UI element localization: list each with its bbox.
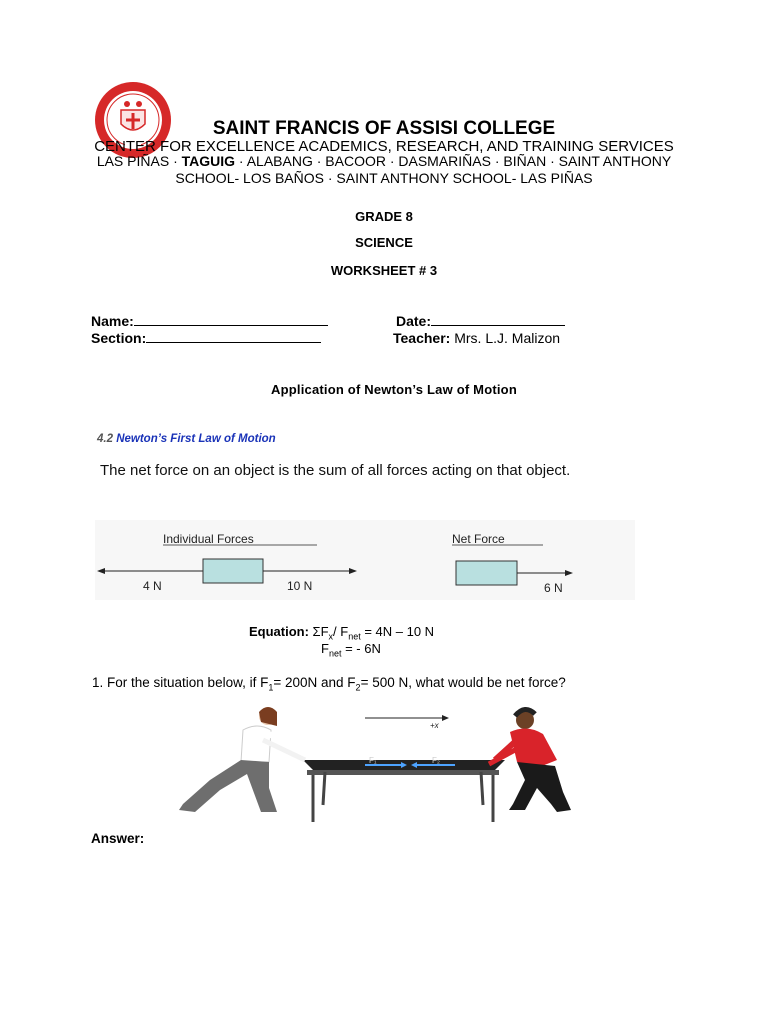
table-leg [323,772,325,805]
name-blank[interactable] [134,313,328,326]
net-force-definition: The net force on an object is the sum of all forces acting on that object. [100,462,571,479]
equation-line1 [249,624,434,642]
figure-section-heading [97,433,276,445]
equation-text: F [321,641,329,656]
school-name: SAINT FRANCIS OF ASSISI COLLEGE [212,118,556,139]
grade-heading: GRADE 8 [355,209,413,224]
lesson-title: Application of Newton’s Law of Motion [271,382,517,397]
date-field [396,313,565,329]
equation-label: Equation: [249,624,309,639]
section-number: 4.2 [97,433,117,445]
teacher-label: Teacher: [393,330,451,346]
equation-sub: x [328,631,334,642]
campus-list-line1 [0,153,768,169]
f2-label: F₂ [432,756,440,765]
arrowhead-right [442,715,449,721]
section-label: Section: [91,330,147,346]
name-label: Name: [91,313,134,329]
date-blank[interactable] [431,313,565,326]
f1-label: F₁ [369,756,377,765]
individual-forces-label: Individual Forces [163,532,254,546]
section-blank[interactable] [146,330,321,343]
equation-text: = 4N – 10 N [360,624,435,639]
campus-text: ANTHONY [602,153,672,169]
question-1 [92,675,566,693]
section-field [91,330,321,346]
net-force-label: Net Force [452,532,505,546]
campus-highlight: TAGUIG [181,153,236,169]
section-title: Newton’s First Law of Motion [116,433,276,445]
equation-text: / F [333,624,349,639]
campus-text: LAS PIÑAS · [96,153,182,169]
subject-heading: SCIENCE [355,235,413,250]
object-box [203,559,263,583]
campus-list-line2 [0,170,768,186]
answer-area[interactable] [150,845,610,965]
question-text: = 500 N, what would be net force? [360,675,566,690]
direction-label: +x [430,721,439,730]
equation-text: ΣF [308,624,329,639]
question-text: 1. For the situation below, if F [92,675,269,690]
equation-sub: net [348,631,361,642]
question-text: = 200N and F [273,675,356,690]
question-sub: 2 [355,682,361,693]
force-diagram [95,520,635,600]
campus-text: SCHOOL- LOS BAÑOS · SAINT ANTHONY SCHOOL- [175,170,521,186]
date-label: Date: [396,313,432,329]
right-force-value: 10 N [287,579,313,593]
worksheet-heading: WORKSHEET # 3 [330,263,438,278]
teacher-field [393,330,560,346]
equation-text: = - 6N [341,641,381,656]
person-left-pushing [179,707,310,812]
teacher-name: Mrs. L.J. Malizon [450,330,561,346]
campus-text: · ALABANG · BACOOR · DASMARIÑAS · BIÑAN · SAINT [235,153,603,169]
answer-label: Answer: [91,831,145,846]
table-edge [307,770,499,775]
question-sub: 1 [268,682,274,693]
net-object-box [456,561,517,585]
tug-of-table-illustration [165,700,610,830]
net-force-value: 6 N [544,581,563,595]
equation-sub: net [328,648,342,659]
table-leg [481,772,483,805]
school-tagline: CENTER FOR EXCELLENCE ACADEMICS, RESEARCH, AND TRAINING SERVICES [94,138,674,155]
equation-line2 [321,641,381,659]
left-force-value: 4 N [143,579,162,593]
name-field [91,313,328,329]
campus-text: LAS PIÑAS [520,170,593,186]
